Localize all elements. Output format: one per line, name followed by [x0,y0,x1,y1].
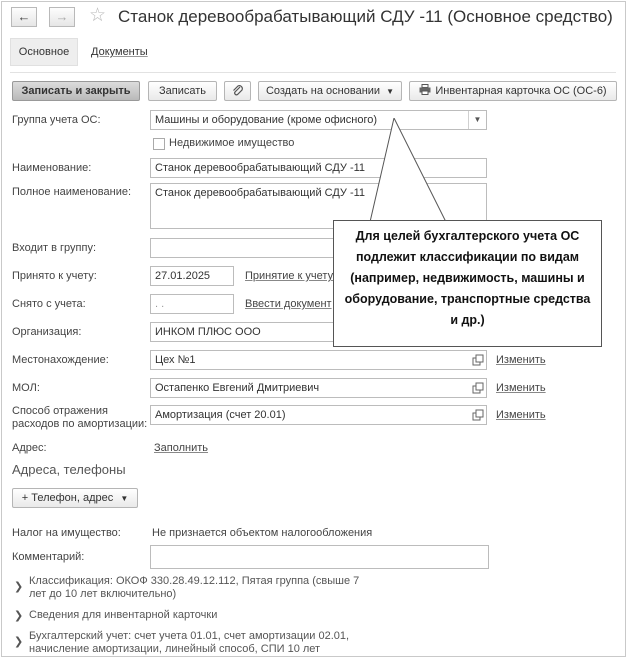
fullname-label: Полное наименование: [12,186,132,198]
inventory-info-section[interactable] [29,609,217,622]
amort-change-link[interactable]: Изменить [496,409,546,421]
window-title: Станок деревообрабатывающий СДУ -11 (Основное средство) [118,7,613,26]
add-phone-button[interactable] [12,488,138,508]
classification-section[interactable] [29,575,359,601]
create-based-label: Создать на основании [265,85,381,97]
forward-arrow-icon[interactable]: → [49,7,75,27]
mol-change-link[interactable]: Изменить [496,382,546,394]
location-field[interactable]: Цех №1 [150,350,487,370]
star-icon[interactable]: ☆ [89,5,107,26]
org-field[interactable]: ИНКОМ ПЛЮС ООО [150,322,340,342]
dropdown-arrow-icon: ▼ [386,87,395,96]
add-phone-label: + Телефон, адрес [21,492,114,504]
addresses-title: Адреса, телефоны [12,462,126,477]
mol-label: МОЛ: [12,382,40,394]
classification-line1: Классификация: ОКОФ 330.28.49.12.112, Пятая группа (свыше 7 [29,575,360,587]
tab-documents[interactable]: Документы [91,46,148,58]
accepted-link[interactable]: Принятие к учету [245,270,334,282]
classification-line2: лет до 10 лет включительно) [29,588,177,600]
mol-field[interactable]: Остапенко Евгений Дмитриевич [150,378,487,398]
accepted-label: Принято к учету: [12,270,97,282]
removed-link[interactable]: Ввести документ [245,298,332,310]
inventory-card-label: Инвентарная карточка ОС (ОС-6) [435,85,607,97]
printer-icon [419,84,431,95]
divider [10,72,616,73]
group-value: Машины и оборудование (кроме офисного) [155,114,378,126]
location-change-link[interactable]: Изменить [496,354,546,366]
chevron-right-icon[interactable]: ❯ [14,610,24,622]
amort-field[interactable]: Амортизация (счет 20.01) [150,405,487,425]
realty-label: Недвижимое имущество [169,137,295,149]
accounting-line2: начисление амортизации, линейный способ, СПИ 10 лет [29,643,321,655]
ingroup-field[interactable] [150,238,340,258]
callout-pointer [370,118,460,224]
open-form-icon[interactable] [472,382,484,394]
address-fill-link[interactable]: Заполнить [154,442,209,454]
tax-label: Налог на имущество: [12,527,121,539]
realty-checkbox[interactable] [153,138,165,150]
paperclip-icon [231,84,245,98]
accepted-date-field[interactable]: 27.01.2025 [150,266,234,286]
tab-main[interactable]: Основное [10,38,78,66]
removed-date-field[interactable]: . . [150,294,234,314]
removed-label: Снято с учета: [12,298,86,310]
comment-field[interactable] [150,545,489,569]
callout-note: Для целей бухгалтерского учета ОС подлежит классификации по видам (например, недвижимость, машины и оборудование, транспортные средства и др.) [333,220,602,347]
name-field[interactable]: Станок деревообрабатывающий СДУ -11 [150,158,487,178]
location-label: Местонахождение: [12,354,109,366]
amort-label-line2: расходов по амортизации: [12,418,148,430]
attach-button[interactable] [224,81,251,101]
save-button[interactable]: Записать [148,81,217,101]
tax-value: Не признается объектом налогообложения [152,527,373,539]
comment-label: Комментарий: [12,551,85,563]
amort-label-line1: Способ отражения [12,405,108,417]
fullname-field[interactable]: Станок деревообрабатывающий СДУ -11 [150,183,487,229]
ingroup-label: Входит в группу: [12,242,96,254]
accounting-section[interactable] [29,630,349,656]
back-arrow-icon[interactable]: ← [11,7,37,27]
save-close-button[interactable]: Записать и закрыть [12,81,140,101]
dropdown-arrow-icon: ▼ [120,494,129,503]
chevron-right-icon[interactable]: ❯ [14,581,24,593]
address-label: Адрес: [12,442,47,454]
create-based-button[interactable] [258,81,402,101]
accounting-line1: Бухгалтерский учет: счет учета 01.01, счет амортизации 02.01, [29,630,350,642]
name-label: Наименование: [12,162,92,174]
group-label: Группа учета ОС: [12,114,101,126]
inventory-info-label: Сведения для инвентарной карточки [29,609,218,621]
org-label: Организация: [12,326,82,338]
inventory-card-button[interactable] [409,81,617,101]
open-form-icon[interactable] [472,354,484,366]
dropdown-arrow-icon[interactable]: ▼ [468,111,486,129]
open-form-icon[interactable] [472,409,484,421]
chevron-right-icon[interactable]: ❯ [14,636,24,648]
